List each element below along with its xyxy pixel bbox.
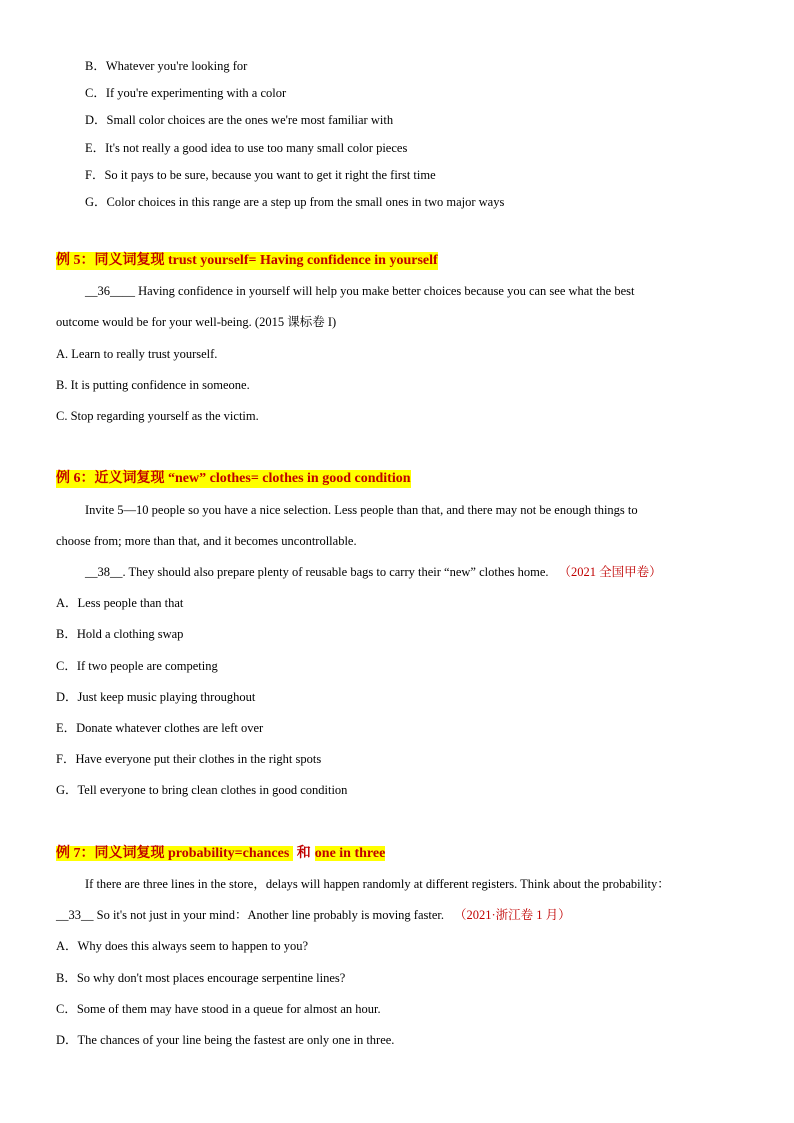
example-5-option-b: B. It is putting confidence in someone. [56,378,250,392]
example-6-title: 例 6：近义词复现 “new” clothes= clothes in good condition [56,471,411,486]
example-5-paragraph-line-2: outcome would be for your well-being. (2015 课标卷 I) [56,315,337,329]
option-f: F．So it pays to be sure, because you want to get it right the first time [85,168,436,182]
example-6-option-b: B．Hold a clothing swap [56,627,184,641]
option-e: E．It's not really a good idea to use too many small color pieces [85,141,408,155]
example-5-option-c: C. Stop regarding yourself as the victim. [56,409,259,423]
example-7-title-main: 例 7：同义词复现 probability=chances [56,846,293,861]
example-6-option-e: E．Donate whatever clothes are left over [56,721,264,735]
example-6-paragraph-line-3 [85,564,662,580]
option-d: D．Small color choices are the ones we're most familiar with [85,113,394,127]
example-6-option-d: D．Just keep music playing throughout [56,690,256,704]
example-7-paragraph-line-1: If there are three lines in the store，delays will happen randomly at different registers. Think about the probability： [85,877,670,891]
example-7-title [56,845,385,863]
example-7-option-c: C．Some of them may have stood in a queue for almost an hour. [56,1002,381,1016]
example-5-title: 例 5：同义词复现 trust yourself= Having confidence in yourself [56,253,438,268]
example-5-paragraph-line-1: __36____ Having confidence in yourself will help you make better choices because you can see what the best [85,284,635,298]
example-7-option-d: D．The chances of your line being the fastest are only one in three. [56,1033,395,1047]
example-7-title-and: 和 [296,846,311,861]
example-7-source: （2021·浙江卷 1 月） [454,908,571,922]
option-c: C．If you're experimenting with a color [85,86,287,100]
option-b: B．Whatever you're looking for [85,59,248,73]
example-6-option-f: F．Have everyone put their clothes in the right spots [56,752,322,766]
example-6-paragraph-line-1: Invite 5—10 people so you have a nice selection. Less people than that, and there may not be enough things to [85,503,638,517]
example-6-option-g: G．Tell everyone to bring clean clothes in good condition [56,783,348,797]
example-7-option-b: B．So why don't most places encourage serpentine lines? [56,971,346,985]
example-7-paragraph-line-2 [56,907,571,923]
example-7-option-a: A．Why does this always seem to happen to you? [56,939,309,953]
example-6-source: （2021 全国甲卷） [558,565,662,579]
example-6-option-c: C．If two people are competing [56,659,218,673]
option-g: G．Color choices in this range are a step up from the small ones in two major ways [85,195,505,209]
example-7-question: __33__ So it's not just in your mind：Another line probably is moving faster. [56,908,444,922]
example-6-paragraph-line-2: choose from; more than that, and it becomes uncontrollable. [56,534,357,548]
example-5-option-a: A. Learn to really trust yourself. [56,347,218,361]
example-6-question: __38__. They should also prepare plenty of reusable bags to carry their “new” clothes home. [85,565,549,579]
example-7-title-highlight: one in three [314,846,386,861]
example-6-option-a: A．Less people than that [56,596,184,610]
